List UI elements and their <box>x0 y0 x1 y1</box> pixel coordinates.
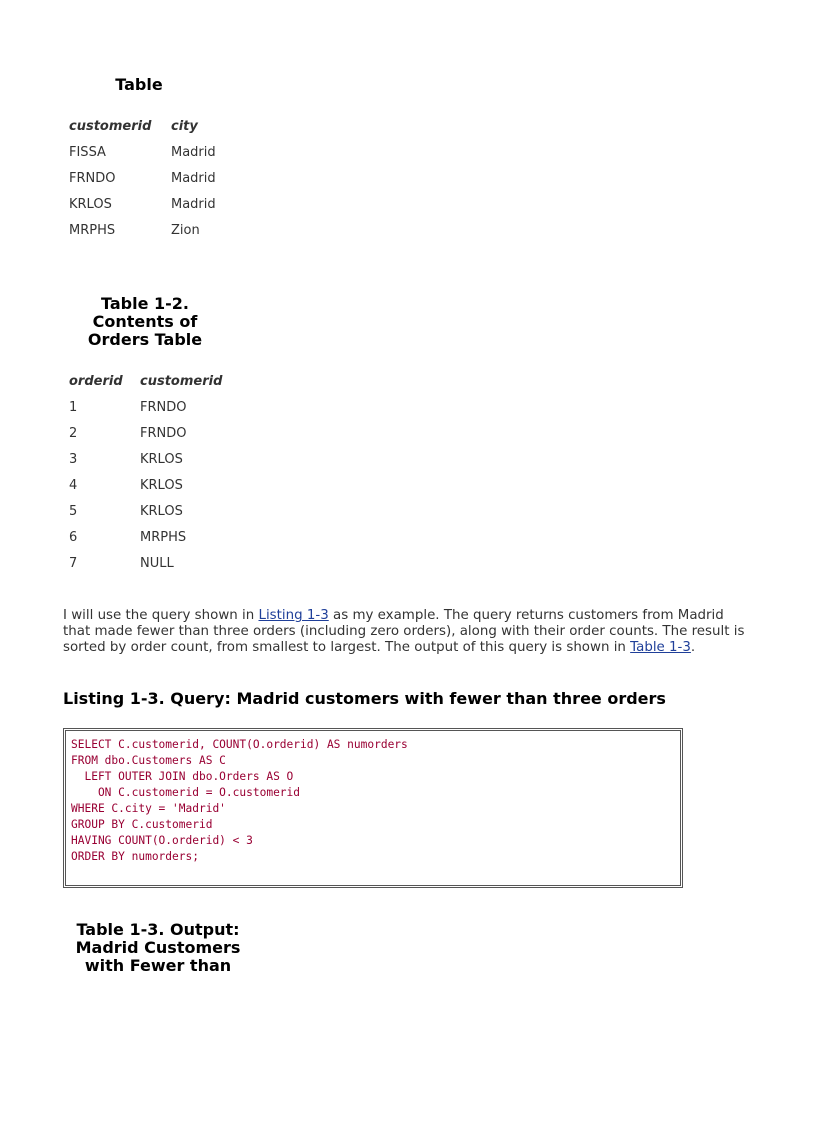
table-row <box>69 165 237 191</box>
cell-orderid: 1 <box>69 399 78 415</box>
code-line: SELECT C.customerid, COUNT(O.orderid) AS numorders <box>71 738 408 751</box>
cell-city: Madrid <box>171 144 216 160</box>
table-header-row <box>69 368 236 394</box>
cell-customerid: KRLOS <box>69 196 112 212</box>
cell-orderid: 4 <box>69 477 78 493</box>
cell-orderid: 6 <box>69 529 78 545</box>
cell-city: Madrid <box>171 196 216 212</box>
body-paragraph: I will use the query shown in Listing 1-3 as my example. The query returns customers from Madrid that made fewer than three orders (including zero orders), along with their order counts. The result is sorted by order count, from smallest to largest. The output of this query is shown in Table 1-3. <box>63 608 745 655</box>
table-header-row <box>69 113 237 139</box>
table-caption: Table <box>115 75 163 94</box>
cell-city: Madrid <box>171 170 216 186</box>
code-line: GROUP BY C.customerid <box>71 818 213 831</box>
code-line: HAVING COUNT(O.orderid) < 3 <box>71 834 253 847</box>
table-row <box>69 191 237 217</box>
table-row <box>69 446 236 472</box>
column-header-customerid: customerid <box>140 373 223 389</box>
table-row <box>69 550 236 576</box>
cell-customerid: FRNDO <box>140 425 187 441</box>
table-row <box>69 139 237 165</box>
cell-customerid: MRPHS <box>140 529 187 545</box>
code-line: WHERE C.city = 'Madrid' <box>71 802 226 815</box>
table-row <box>69 472 236 498</box>
table-row <box>69 394 236 420</box>
customers-table <box>69 113 237 243</box>
orders-table <box>69 368 236 576</box>
table-row <box>69 524 236 550</box>
cell-customerid: KRLOS <box>140 451 183 467</box>
table-row <box>69 498 236 524</box>
cell-customerid: FRNDO <box>69 170 116 186</box>
output-table-caption: Table 1-3. Output: Madrid Customers with Fewer than <box>75 920 241 975</box>
cell-orderid: 7 <box>69 555 78 571</box>
cell-customerid: MRPHS <box>69 222 116 238</box>
cell-customerid: FRNDO <box>140 399 187 415</box>
cell-customerid: KRLOS <box>140 503 183 519</box>
column-header-orderid: orderid <box>69 373 123 389</box>
listing-1-3-link[interactable]: Listing 1-3 <box>258 608 329 623</box>
code-line: FROM dbo.Customers AS C <box>71 754 226 767</box>
code-listing <box>63 728 683 888</box>
cell-customerid: NULL <box>140 555 174 571</box>
listing-title: Listing 1-3. Query: Madrid customers with fewer than three orders <box>63 689 666 708</box>
code-line: ORDER BY numorders; <box>71 850 199 863</box>
cell-orderid: 3 <box>69 451 78 467</box>
cell-orderid: 5 <box>69 503 78 519</box>
table-1-3-link[interactable]: Table 1-3 <box>630 640 691 655</box>
table-row <box>69 420 236 446</box>
column-header-customerid: customerid <box>69 118 152 134</box>
cell-customerid: KRLOS <box>140 477 183 493</box>
column-header-city: city <box>171 118 198 134</box>
cell-city: Zion <box>171 222 200 238</box>
table-row <box>69 217 237 243</box>
cell-orderid: 2 <box>69 425 78 441</box>
cell-customerid: FISSA <box>69 144 106 160</box>
orders-table-caption: Table 1-2. Contents of Orders Table <box>87 294 203 349</box>
code-line: LEFT OUTER JOIN dbo.Orders AS O <box>71 770 294 783</box>
code-line: ON C.customerid = O.customerid <box>71 786 301 799</box>
